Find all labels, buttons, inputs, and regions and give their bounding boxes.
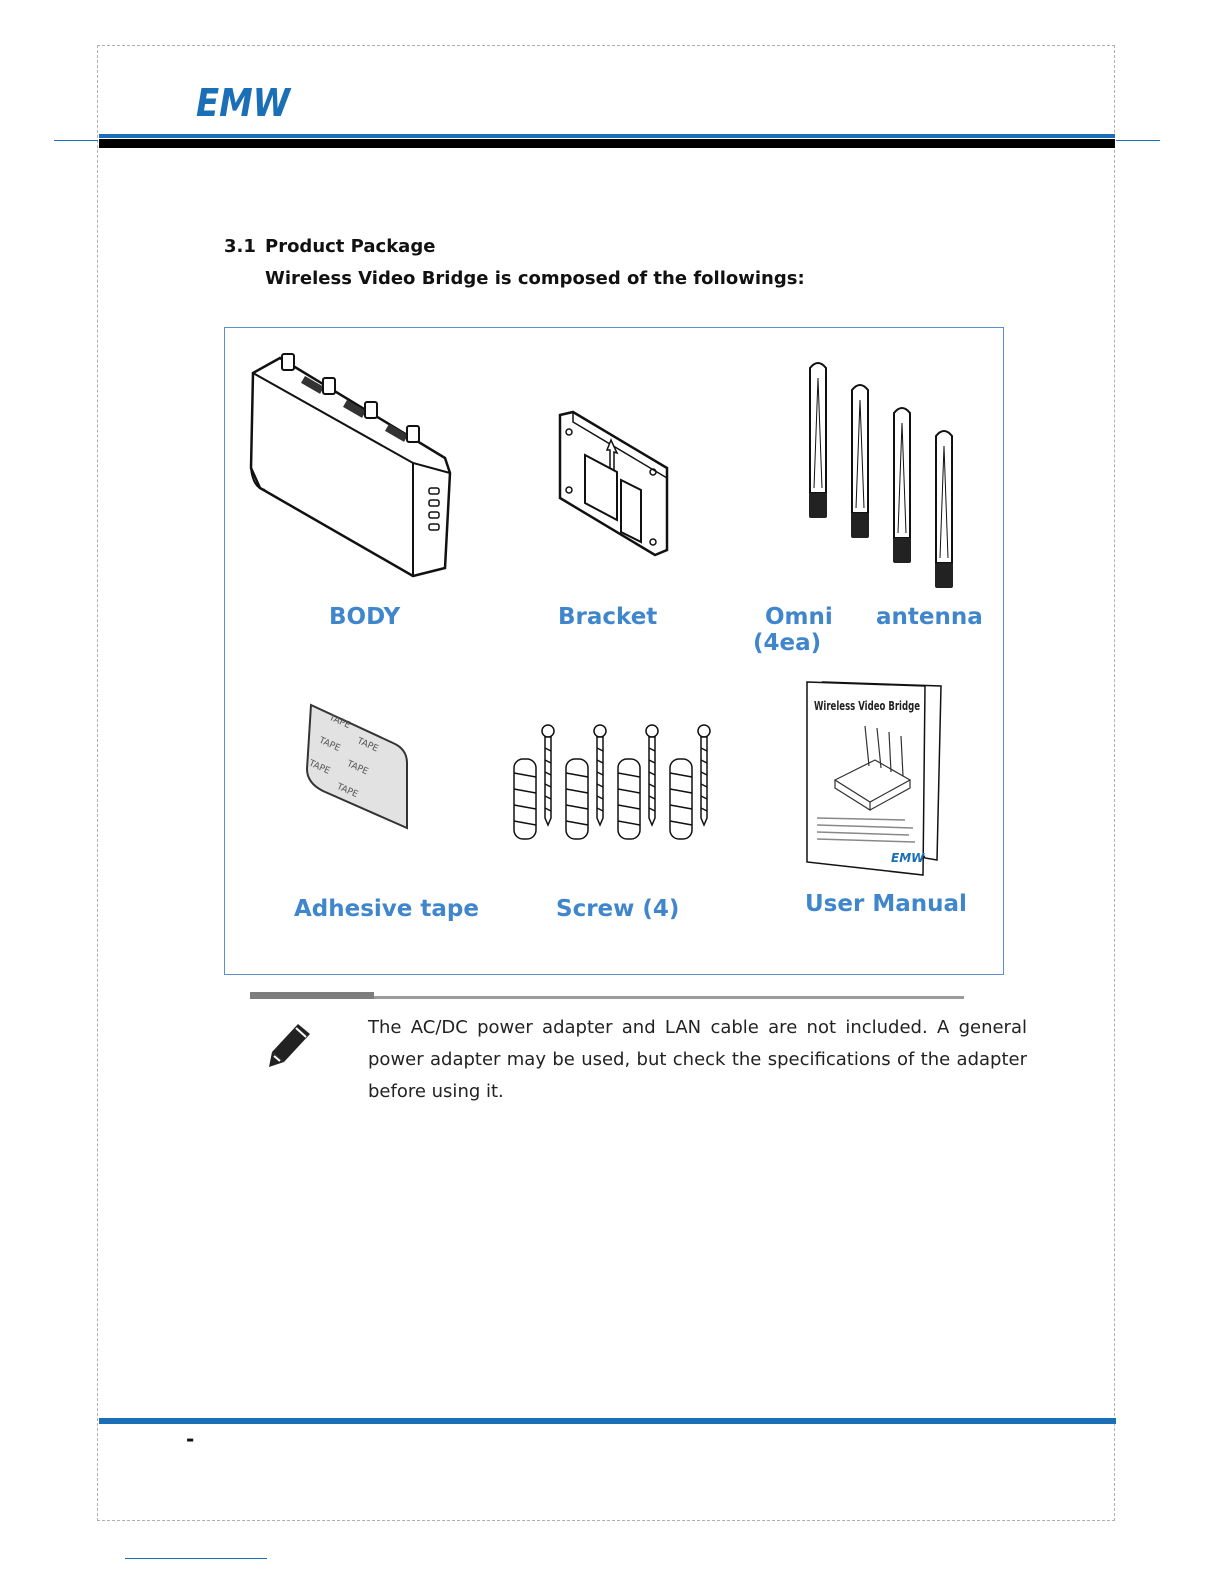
section-title: Product Package [265, 236, 436, 257]
bracket-illustration [555, 410, 675, 560]
package-label-adhesive-tape: Adhesive tape [294, 896, 479, 922]
header-rule-left [54, 140, 98, 141]
section-heading [224, 236, 435, 257]
note-divider-accent [250, 992, 374, 999]
tape-text-1: TAPE [327, 712, 352, 732]
package-label-antenna-line2: (4ea) [753, 630, 822, 656]
section-number: 3.1 [224, 236, 256, 257]
manual-cover-title: Wireless Video Bridge [814, 699, 920, 713]
emw-logo [196, 81, 292, 125]
section-intro: Wireless Video Bridge is composed of the followings: [265, 268, 805, 289]
pencil-icon [266, 1020, 314, 1070]
logo-text: EMW [196, 81, 292, 125]
header-blue-bar [99, 134, 1115, 138]
tape-text-3: TAPE [317, 735, 342, 754]
package-label-body: BODY [329, 604, 401, 630]
body-device-illustration [245, 348, 460, 583]
manual-cover-logo: EMW [891, 851, 925, 865]
package-label-antenna-part2: antenna [876, 604, 983, 630]
footer-blue-bar [99, 1418, 1116, 1424]
omni-antenna-illustration [800, 358, 970, 593]
package-label-antenna-line2-clip [753, 630, 823, 656]
package-label-antenna-part1: Omni [765, 604, 833, 630]
package-label-bracket: Bracket [558, 604, 658, 630]
adhesive-tape-illustration [303, 703, 415, 835]
tape-text-4: TAPE [345, 759, 370, 778]
tape-text-2: TAPE [355, 736, 380, 755]
page-number-marker: - [186, 1427, 195, 1451]
footnote-rule [125, 1558, 267, 1559]
note-text: The AC/DC power adapter and LAN cable are not included. A general power adapter may be used, but check the specifications of the adapter before using it. [368, 1017, 1027, 1102]
user-manual-illustration [805, 680, 945, 880]
package-contents-box [224, 327, 1004, 975]
package-label-screw: Screw (4) [556, 896, 680, 922]
package-label-user-manual: User Manual [805, 891, 967, 917]
note-divider [374, 996, 964, 999]
screws-illustration [510, 723, 720, 843]
header-rule-right [1116, 140, 1160, 141]
header-black-bar [99, 139, 1115, 148]
tape-text-5: TAPE [307, 758, 332, 777]
tape-text-6: TAPE [335, 781, 360, 801]
